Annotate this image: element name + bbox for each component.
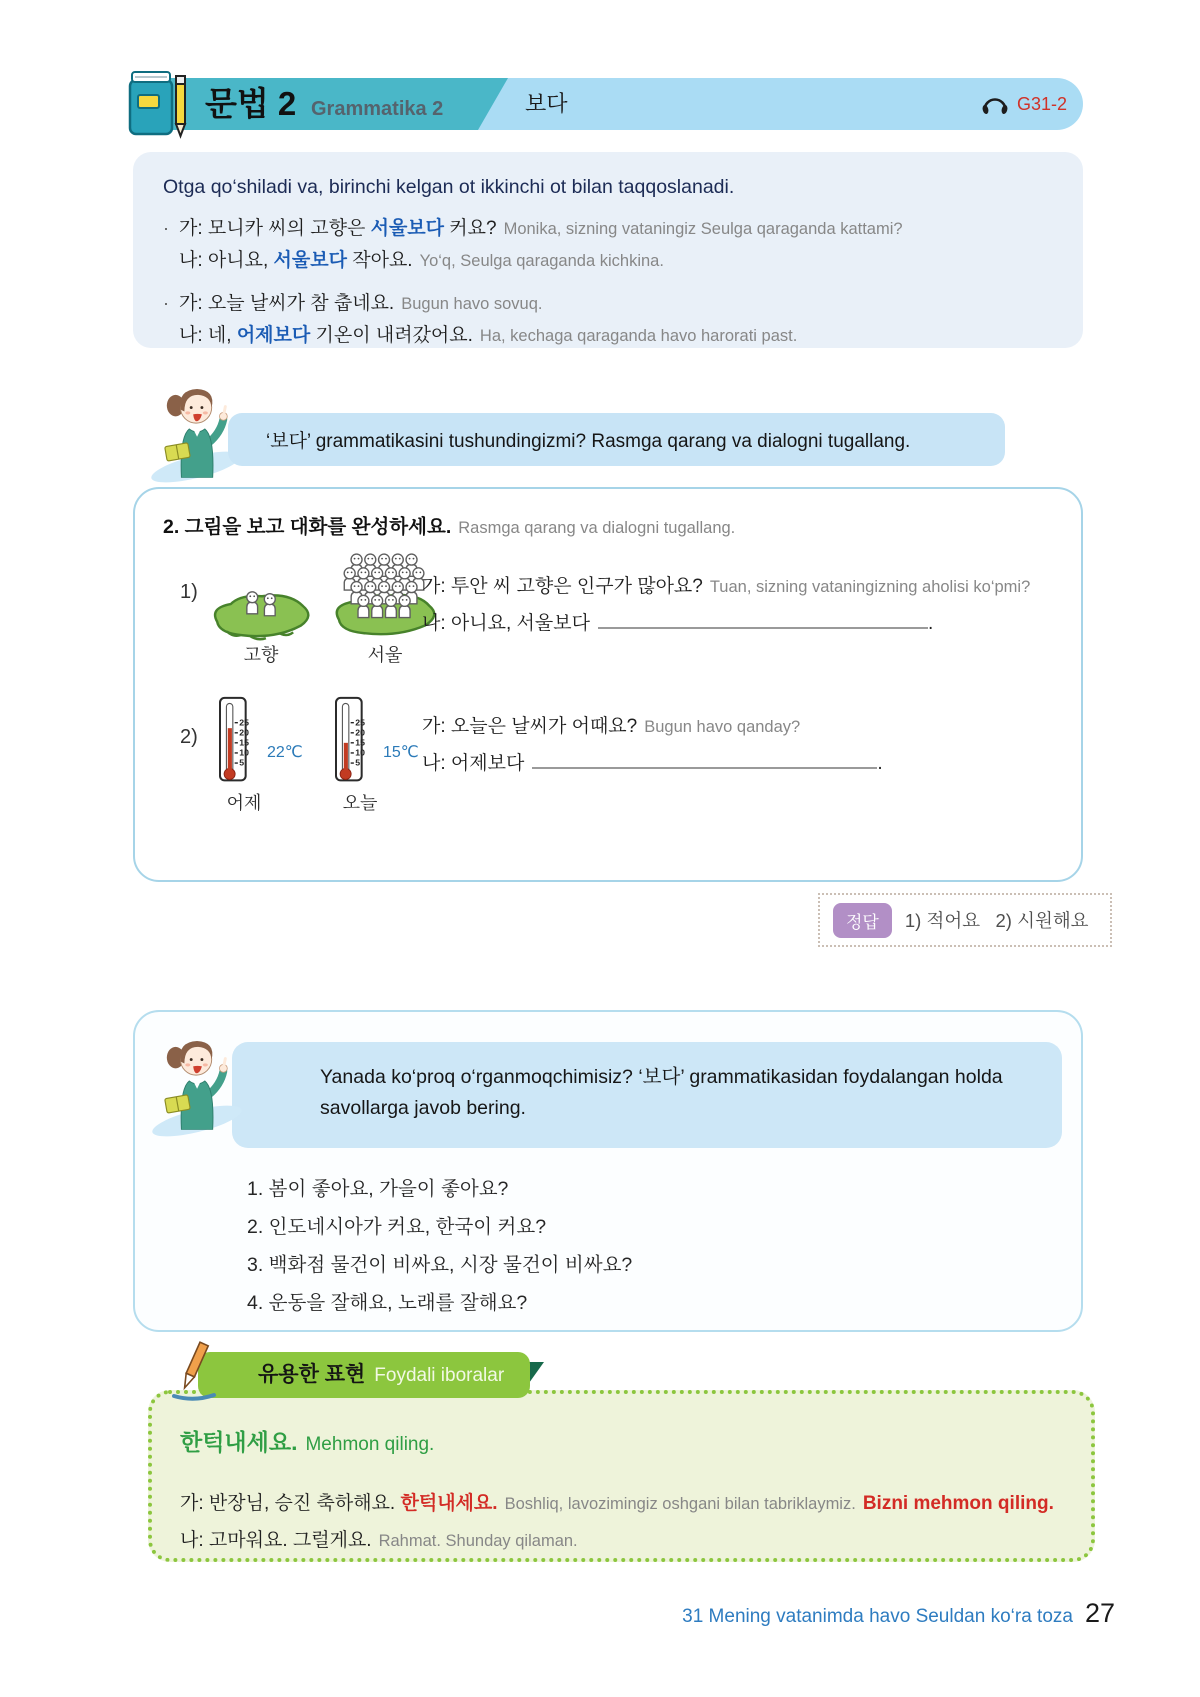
- expression-dialog-a: [180, 1488, 1054, 1515]
- temperature-value: 22℃: [267, 744, 303, 761]
- temperature-value: 15℃: [383, 744, 419, 761]
- korean-text: 커요?: [444, 218, 497, 239]
- korean-text: 가: 오늘은 날씨가 어때요?: [422, 716, 638, 737]
- exercise-question-line: [422, 711, 800, 738]
- answer-blank: [532, 754, 877, 769]
- headphones-icon: [980, 92, 1010, 116]
- item-number: 2): [180, 726, 198, 748]
- illustration-label: 서울: [367, 645, 403, 665]
- svg-text:10: 10: [355, 747, 365, 758]
- grammar-topic: 보다: [525, 91, 568, 116]
- expression-headline: [180, 1424, 434, 1457]
- exercise-box: [133, 487, 1083, 882]
- question-item: 4. 운동을 잘해요, 노래를 잘해요?: [247, 1292, 528, 1314]
- exercise-question-line: [422, 571, 1030, 598]
- exercise-answer-line: [422, 748, 883, 775]
- svg-text:25: 25: [355, 717, 365, 728]
- korean-text: 가: 모니카 씨의 고향은: [179, 218, 371, 239]
- section-title-korean: 문법 2: [205, 85, 297, 122]
- uzbek-translation: Yo‘q, Seulga qaraganda kichkina.: [419, 252, 664, 270]
- speech-text: Yanada ko‘proq o‘rganmoqchimisiz? ‘보다’ grammatikasidan foydalangan holda savollarga javob bering.: [320, 1066, 1003, 1119]
- korean-highlight: 서울보다: [273, 250, 347, 271]
- book-pencil-icon: [127, 68, 191, 140]
- expression-korean: 한턱내세요.: [180, 1429, 298, 1455]
- thermometer-today: [325, 695, 380, 787]
- expression-dialog-b: [180, 1525, 578, 1552]
- korean-text: .: [877, 753, 883, 774]
- thermometer-yesterday: [209, 695, 264, 787]
- korean-text: 기온이 내려갔어요.: [310, 325, 473, 346]
- audio-track-label: G31-2: [1016, 93, 1067, 114]
- bullet: ·: [163, 218, 169, 238]
- uzbek-translation: Tuan, sizning vataningizning aholisi ko‘pmi?: [709, 578, 1031, 596]
- svg-text:15: 15: [239, 737, 249, 748]
- answer-key-box: [818, 893, 1112, 947]
- svg-text:15: 15: [355, 737, 365, 748]
- teacher-character: [160, 1032, 238, 1130]
- korean-text: 나: 어제보다: [422, 753, 525, 774]
- teacher-character: [160, 380, 238, 478]
- korean-text: 나: 아니요,: [179, 250, 274, 271]
- chapter-title: 31 Mening vatanimda havo Seuldan ko‘ra toza: [682, 1606, 1073, 1627]
- illustration-label: 어제: [226, 793, 262, 813]
- ribbon-title-uzbek: Foydali iboralar: [374, 1365, 505, 1386]
- korean-text: 가: 반장님, 승진 축하해요.: [180, 1493, 401, 1514]
- bullet: ·: [163, 293, 169, 313]
- question-item: 1. 봄이 좋아요, 가을이 좋아요?: [247, 1178, 509, 1200]
- audio-reference: [980, 78, 1067, 130]
- illustration-label: 오늘: [342, 793, 378, 813]
- expression-uzbek: Mehmon qiling.: [305, 1434, 435, 1455]
- uzbek-translation: Monika, sizning vataningiz Seulga qaraganda kattami?: [503, 220, 903, 238]
- korean-text: 작아요.: [346, 250, 413, 271]
- practice-box: [133, 1010, 1083, 1332]
- example-dialog-2: [163, 288, 1063, 352]
- section-title-latin: Grammatika 2: [311, 98, 444, 120]
- hometown-island-illustration: [207, 567, 315, 645]
- korean-text: 가: 투안 씨 고향은 인구가 많아요?: [422, 576, 703, 597]
- example-dialog-1: [163, 213, 1063, 277]
- korean-text: 나: 고마워요. 그럴게요.: [180, 1530, 372, 1551]
- teacher-speech-bubble: [228, 413, 1005, 466]
- uzbek-translation: Ha, kechaga qaraganda havo harorati past.: [479, 327, 798, 345]
- uzbek-translation: Bugun havo qanday?: [644, 718, 801, 736]
- uzbek-translation: Rahmat. Shunday qilaman.: [378, 1532, 578, 1550]
- svg-text:20: 20: [355, 727, 365, 738]
- exercise-title-uzbek: Rasmga qarang va dialogni tugallang.: [458, 519, 736, 537]
- korean-text: .: [927, 613, 934, 634]
- header: [133, 78, 1083, 130]
- question-list: [247, 1170, 632, 1322]
- rule-text: Otga qo‘shiladi va, birinchi kelgan ot ikkinchi ot bilan taqqoslanadi.: [163, 176, 735, 198]
- dialog-line: [163, 213, 1063, 245]
- ribbon-title-korean: 유용한 표현: [258, 1363, 366, 1386]
- useful-expressions-box: [148, 1390, 1095, 1562]
- korean-highlight: 어제보다: [236, 325, 311, 346]
- page-footer: [682, 1598, 1115, 1629]
- korean-text: 가: 오늘 날씨가 참 춥네요.: [179, 293, 395, 314]
- exercise-title: [163, 511, 735, 539]
- grammar-rule-box: [133, 152, 1083, 348]
- item-number: 1): [180, 581, 198, 603]
- korean-text: 나: 아니요, 서울보다: [422, 613, 590, 634]
- answer-blank: [598, 614, 928, 629]
- answer-values: 1) 적어요 2) 시원해요: [904, 910, 1089, 931]
- teacher-speech-bubble: [232, 1042, 1062, 1148]
- korean-text: 나: 네,: [179, 325, 237, 346]
- dialog-line: [163, 288, 1063, 320]
- question-item: 2. 인도네시아가 커요, 한국이 커요?: [247, 1216, 547, 1238]
- speech-text: ‘보다’ grammatikasini tushundingizmi? Rasmga qarang va dialogni tugallang.: [266, 431, 911, 452]
- svg-text:5: 5: [239, 757, 245, 768]
- uzbek-translation: Boshliq, lavozimingiz oshgani bilan tabriklaymiz.: [504, 1495, 856, 1513]
- useful-expressions-ribbon: [198, 1352, 530, 1398]
- dialog-line: [163, 320, 1063, 352]
- svg-text:5: 5: [355, 757, 361, 768]
- korean-highlight-red: 한턱내세요.: [400, 1493, 498, 1514]
- exercise-title-korean: 2. 그림을 보고 대화를 완성하세요.: [163, 516, 452, 538]
- uzbek-translation: Bugun havo sovuq.: [401, 295, 543, 313]
- uzbek-highlight-red: Bizni mehmon qiling.: [862, 1493, 1054, 1514]
- svg-text:25: 25: [239, 717, 249, 728]
- answer-badge: 정답: [833, 903, 892, 938]
- svg-text:20: 20: [239, 727, 249, 738]
- question-item: 3. 백화점 물건이 비싸요, 시장 물건이 비싸요?: [247, 1254, 633, 1276]
- page-number: 27: [1084, 1598, 1115, 1628]
- brush-pencil-icon: [168, 1338, 220, 1402]
- illustration-label: 고향: [243, 645, 279, 665]
- exercise-answer-line: [422, 608, 933, 635]
- korean-highlight: 서울보다: [370, 218, 445, 239]
- dialog-line: [163, 245, 1063, 277]
- svg-text:10: 10: [239, 747, 249, 758]
